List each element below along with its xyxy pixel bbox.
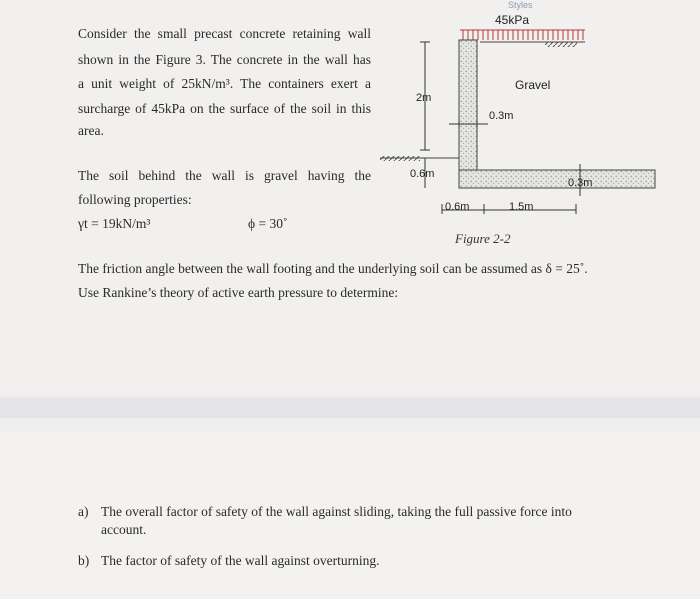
heel-length-label: 1.5m xyxy=(509,201,534,213)
retaining-wall-figure xyxy=(380,0,700,235)
soil-line-1: The soil behind the wall is gravel having the xyxy=(78,168,371,183)
intro-line-1: Consider the small precast concrete retaining wall xyxy=(78,26,371,41)
stem-thickness-label: 0.3m xyxy=(489,110,514,122)
intro-line-3: a unit weight of 25kN/m³. The containers exert a xyxy=(78,76,371,91)
soil-line-2: following properties: xyxy=(78,192,192,207)
intro-line-4: surcharge of 45kPa on the surface of the soil in this xyxy=(78,101,371,116)
base-thickness-label: 0.3m xyxy=(568,177,593,189)
surcharge-label: 45kPa xyxy=(495,13,530,27)
intro-line-5: area. xyxy=(78,123,104,138)
question-a-line-1: The overall factor of safety of the wall against sliding, taking the full passive force into xyxy=(101,504,572,519)
question-a-marker: a) xyxy=(78,504,89,519)
friction-text: The friction angle between the wall footing and the underlying soil can be assumed as δ = 25˚. xyxy=(78,261,588,276)
toe-length-label: 0.6m xyxy=(445,201,470,213)
styles-tab[interactable]: Styles xyxy=(508,0,533,10)
question-b-marker: b) xyxy=(78,553,90,568)
stem-height-label: 2m xyxy=(416,92,432,104)
question-a-line-2[interactable]: account. xyxy=(101,522,147,537)
method-text: Use Rankine’s theory of active earth pressure to determine: xyxy=(78,285,399,300)
page-gap xyxy=(0,418,700,432)
friction-angle-value: ϕ = 30˚ xyxy=(248,216,288,231)
unit-weight-value: γt = 19kN/m³ xyxy=(78,216,151,231)
page-separator xyxy=(0,398,700,418)
wall-stem xyxy=(459,40,477,170)
question-b-line-1: The factor of safety of the wall against overturning. xyxy=(101,553,380,568)
surcharge-arrows xyxy=(460,30,585,40)
figure-caption: Figure 2-2 xyxy=(455,231,511,246)
wall-base xyxy=(459,170,655,188)
gravel-label: Gravel xyxy=(515,78,551,92)
intro-line-2: shown in the Figure 3. The concrete in the wall has xyxy=(78,52,371,67)
toe-depth-label: 0.6m xyxy=(410,168,435,180)
